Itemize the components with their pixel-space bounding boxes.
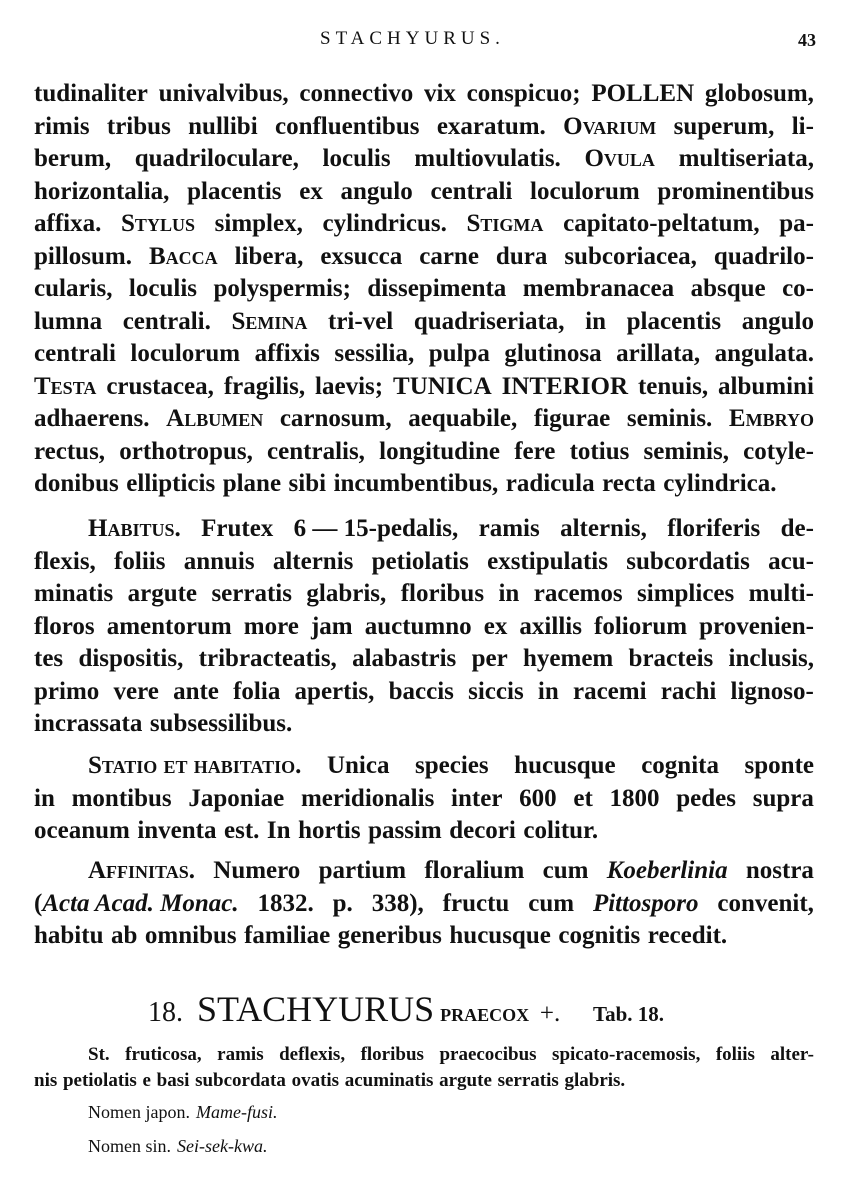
- word: multiseriata,: [678, 145, 814, 172]
- word: horizontalia,: [34, 177, 170, 205]
- statio-paragraph: [34, 750, 814, 848]
- word: aequabile,: [408, 405, 518, 432]
- word: sessilia,: [334, 340, 415, 367]
- word: ovatis: [291, 1070, 340, 1091]
- text-line: [34, 111, 814, 144]
- word: albumini: [718, 372, 814, 400]
- word: pa-: [779, 210, 814, 237]
- word: globosum,: [704, 80, 814, 107]
- word: loculorum: [530, 177, 640, 205]
- word: incrassata: [34, 710, 143, 737]
- word: cognita: [641, 752, 719, 779]
- running-title: STACHYURUS.: [320, 28, 505, 49]
- word: arillata,: [616, 340, 701, 367]
- section-term: Stylus: [121, 210, 195, 237]
- word: supra: [752, 784, 814, 812]
- section-term: POLLEN: [591, 80, 695, 107]
- word: pillosum.: [34, 242, 132, 270]
- nomen-label: Nomen japon.: [88, 1102, 190, 1122]
- word: familiae: [244, 922, 331, 949]
- text-line: [34, 676, 814, 709]
- word: placentis: [626, 307, 722, 335]
- word: spicato-racemosis,: [552, 1044, 701, 1065]
- word: sponte: [744, 752, 814, 779]
- word: minatis: [34, 580, 114, 607]
- word: ab: [110, 922, 138, 949]
- word: prominentibus: [657, 177, 814, 205]
- word: quadrilo-: [713, 242, 814, 270]
- text-line: [34, 888, 814, 921]
- word: cularis,: [34, 275, 113, 302]
- text-line: [34, 546, 814, 579]
- word: quadriloculare,: [134, 145, 299, 172]
- word: centralis,: [267, 437, 365, 465]
- word: subsessilibus.: [149, 710, 293, 737]
- word: alternis,: [560, 515, 647, 542]
- word: est.: [224, 817, 260, 844]
- word: serratis: [211, 580, 292, 607]
- species-heading: [148, 988, 664, 1030]
- word: ramis: [478, 515, 540, 542]
- text-line: [34, 920, 814, 953]
- word: deflexis,: [279, 1044, 346, 1065]
- text-line: [34, 371, 814, 404]
- word: alabastris: [352, 645, 457, 672]
- word: Unica: [326, 752, 390, 779]
- word: radicula: [505, 470, 595, 497]
- word: cylindrica.: [663, 470, 777, 497]
- word: habitu: [34, 922, 104, 949]
- text-line: [34, 783, 814, 816]
- word: longitudine: [379, 437, 501, 465]
- word: lignoso-: [730, 677, 814, 705]
- text-line: [34, 338, 814, 371]
- word: petiolatis: [62, 1070, 137, 1091]
- word: crustacea,: [106, 372, 214, 400]
- word: rectus,: [34, 437, 106, 465]
- text-line: [34, 750, 814, 783]
- word: folia: [233, 677, 281, 705]
- word: in: [498, 580, 520, 607]
- word: inclusis,: [728, 645, 814, 672]
- word: glabris,: [306, 580, 387, 607]
- word: p.: [332, 889, 353, 917]
- section-term: Statio et habitatio.: [88, 752, 302, 779]
- word: tribracteatis,: [198, 645, 337, 672]
- word: serratis: [497, 1070, 559, 1091]
- word: conspicuo;: [466, 80, 581, 107]
- text-line: [34, 306, 814, 339]
- word: multi-: [748, 580, 814, 607]
- word: alternis: [272, 547, 354, 575]
- word: lumna: [34, 307, 103, 335]
- word: ellipticis: [126, 470, 216, 497]
- word: decori: [449, 817, 516, 844]
- italic-term: Koeberlinia: [606, 857, 728, 884]
- section-term: Ovarium: [563, 112, 657, 140]
- word: fragilis,: [223, 372, 306, 400]
- word: nostra: [745, 857, 814, 884]
- word: cum: [542, 857, 589, 884]
- word: per: [471, 645, 508, 672]
- word: nullibi: [188, 112, 258, 140]
- word: glutinosa: [504, 340, 602, 367]
- word: pulpa: [428, 340, 490, 367]
- word: co-: [782, 275, 814, 302]
- word: 1832.: [257, 889, 314, 917]
- word: vix: [423, 80, 456, 107]
- word: pedes: [676, 784, 737, 812]
- word: petiolatis: [371, 547, 469, 575]
- word: acuminatis: [344, 1070, 434, 1091]
- word: subcordatis: [626, 547, 750, 575]
- word: dissepimenta: [367, 275, 507, 302]
- word: affixa.: [34, 210, 102, 237]
- word: Numero: [213, 857, 301, 884]
- word: univalvibus,: [158, 80, 289, 107]
- text-line: [34, 708, 814, 741]
- word: polyspermis;: [213, 275, 351, 302]
- word: dura: [495, 242, 548, 270]
- diagnosis-paragraph: [34, 1042, 814, 1094]
- word: hyemem: [523, 645, 614, 672]
- section-term: Embryo: [728, 405, 814, 432]
- word: angulata.: [714, 340, 814, 367]
- text-line: [34, 78, 814, 111]
- word: placentis: [187, 177, 282, 205]
- word: ex: [299, 177, 323, 205]
- section-term: Semina: [231, 307, 308, 335]
- text-line: [34, 1042, 814, 1068]
- word: basi: [156, 1070, 190, 1091]
- word: floralium: [424, 857, 525, 884]
- word: exaratum.: [436, 112, 546, 140]
- word: foliorum: [594, 612, 688, 640]
- text-line: [34, 513, 814, 546]
- word: cylindricus.: [322, 210, 447, 237]
- word: incumbentibus,: [333, 470, 499, 497]
- text-line: [34, 241, 814, 274]
- citation: (Acta Acad. Monac.: [34, 889, 239, 917]
- word: Frutex: [201, 515, 274, 542]
- word: recedit.: [647, 922, 728, 949]
- word: centrali: [430, 177, 513, 205]
- word: argute: [439, 1070, 492, 1091]
- section-term: Testa: [34, 372, 97, 400]
- word: connectivo: [299, 80, 414, 107]
- word: argute: [127, 580, 198, 607]
- word: passim: [368, 817, 442, 844]
- word: rachi: [660, 677, 717, 705]
- text-line: [34, 208, 814, 241]
- word: affixis: [254, 340, 320, 367]
- word: inventa: [137, 817, 217, 844]
- word: exsucca: [320, 242, 403, 270]
- text-line: [34, 815, 814, 848]
- page-number: 43: [798, 30, 816, 50]
- word: St.: [88, 1044, 110, 1065]
- section-term: INTERIOR: [501, 372, 628, 400]
- text-line: [34, 436, 814, 469]
- section-term: Bacca: [148, 242, 218, 270]
- word: praecocibus: [439, 1044, 537, 1065]
- word: adhaerens.: [34, 405, 150, 432]
- word: alter-: [770, 1044, 814, 1065]
- word: primo: [34, 677, 100, 705]
- word: amentorum: [106, 612, 232, 640]
- word: provenien-: [699, 612, 814, 640]
- description-paragraph: [34, 78, 814, 501]
- word: ex: [483, 612, 508, 640]
- word: ante: [173, 677, 219, 705]
- plate-reference: Tab. 18.: [593, 1002, 665, 1026]
- word: absque: [690, 275, 766, 302]
- word: rimis: [34, 112, 90, 140]
- word: omnibus: [144, 922, 237, 949]
- word: superum,: [673, 112, 775, 140]
- word: floribus: [400, 580, 485, 607]
- word: cognitis: [558, 922, 641, 949]
- word: montibus: [71, 784, 172, 812]
- word: species: [415, 752, 489, 779]
- word: generibus: [337, 922, 442, 949]
- word: angulo: [340, 177, 413, 205]
- word: partium: [318, 857, 407, 884]
- text-line: [34, 176, 814, 209]
- word: apertis,: [294, 677, 375, 705]
- word: Japoniae: [188, 784, 285, 812]
- word: acu-: [768, 547, 814, 575]
- nomen-label: Nomen sin.: [88, 1136, 171, 1156]
- word: fruticosa,: [125, 1044, 202, 1065]
- word: tes: [34, 645, 64, 672]
- word: donibus: [34, 470, 119, 497]
- word: li-: [791, 112, 814, 140]
- word: capitato-peltatum,: [563, 210, 760, 237]
- word: floros: [34, 612, 95, 640]
- word: meridionalis: [300, 784, 435, 812]
- word: colitur.: [523, 817, 599, 844]
- word: recta: [602, 470, 656, 497]
- word: centrali.: [122, 307, 211, 335]
- text-line: [34, 273, 814, 306]
- word: cotyle-: [743, 437, 814, 465]
- word: in: [34, 784, 55, 812]
- word: tudinaliter: [34, 80, 148, 107]
- word: auctumno: [364, 612, 472, 640]
- word: floriferis: [667, 515, 761, 542]
- word: de-: [780, 515, 814, 542]
- section-term: Ovula: [584, 145, 655, 172]
- word: jam: [310, 612, 353, 640]
- text-line: [34, 611, 814, 644]
- word: subcordata: [195, 1070, 286, 1091]
- affinitas-paragraph: [34, 855, 814, 953]
- word: inter: [451, 784, 503, 812]
- genus-name: STACHYURUS: [197, 989, 435, 1029]
- section-term: Stigma: [466, 210, 544, 237]
- word: hucusque: [449, 922, 551, 949]
- word: sibi: [288, 470, 327, 497]
- text-line: [34, 143, 814, 176]
- word: bracteis: [628, 645, 714, 672]
- word: dispositis,: [78, 645, 184, 672]
- word: simplex,: [214, 210, 303, 237]
- word: confluentibus: [274, 112, 420, 140]
- word: plane: [222, 470, 282, 497]
- word: 1800: [609, 784, 660, 812]
- word: loculis: [128, 275, 197, 302]
- text-line: [34, 643, 814, 676]
- word: axillis: [519, 612, 582, 640]
- word: vere: [113, 677, 159, 705]
- word: glabris.: [564, 1070, 626, 1091]
- text-line: [34, 468, 814, 501]
- section-term: Albumen: [166, 405, 264, 432]
- word: loculorum: [130, 340, 241, 367]
- text-line: [34, 578, 814, 611]
- species-epithet: praecox: [440, 1000, 530, 1027]
- species-mark: +.: [539, 1000, 561, 1027]
- word: foliis: [114, 547, 166, 575]
- word: centrali: [34, 340, 116, 367]
- word: et: [573, 784, 593, 812]
- word: angulo: [741, 307, 814, 335]
- text-line: [34, 1068, 814, 1094]
- word: laevis;: [315, 372, 384, 400]
- word: floribus: [360, 1044, 424, 1065]
- word: more: [243, 612, 299, 640]
- habitus-paragraph: [34, 513, 814, 741]
- word: berum,: [34, 145, 112, 172]
- word: baccis: [388, 677, 454, 705]
- word: cum: [528, 889, 575, 917]
- word: carne: [419, 242, 479, 270]
- text-line: [34, 403, 814, 436]
- nomen-value: Sei-sek-kwa.: [177, 1136, 268, 1156]
- word: 6 — 15-pedalis,: [293, 515, 459, 542]
- word: nis: [34, 1070, 58, 1091]
- word: quadriseriata,: [413, 307, 565, 335]
- word: orthotropus,: [119, 437, 253, 465]
- word: oceanum: [34, 817, 130, 844]
- word: in: [585, 307, 607, 335]
- word: e: [142, 1070, 151, 1091]
- word: exstipulatis: [487, 547, 608, 575]
- word: hucusque: [514, 752, 616, 779]
- word: loculis: [322, 145, 391, 172]
- word: flexis,: [34, 547, 96, 575]
- page-header: [0, 28, 862, 58]
- word: foliis: [715, 1044, 755, 1065]
- word: In: [266, 817, 291, 844]
- species-number: 18.: [148, 997, 183, 1028]
- section-term: Affinitas.: [88, 857, 195, 884]
- text-line: [34, 855, 814, 888]
- word: siccis: [468, 677, 524, 705]
- word: fere: [514, 437, 556, 465]
- word: subcoriacea,: [564, 242, 697, 270]
- word: in: [537, 677, 559, 705]
- word: 338),: [371, 889, 424, 917]
- word: racemi: [572, 677, 647, 705]
- nomen-japonicum: [88, 1102, 277, 1123]
- word: totius: [569, 437, 630, 465]
- word: 600: [519, 784, 557, 812]
- word: tenuis,: [637, 372, 709, 400]
- word: libera,: [234, 242, 304, 270]
- word: hortis: [298, 817, 361, 844]
- word: carnosum,: [279, 405, 392, 432]
- word: convenit,: [717, 889, 814, 917]
- nomen-value: Mame-fusi.: [195, 1102, 278, 1122]
- word: tri-vel: [328, 307, 394, 335]
- section-term: Habitus.: [88, 515, 181, 542]
- word: multiovulatis.: [414, 145, 561, 172]
- word: ramis: [217, 1044, 264, 1065]
- word: annuis: [183, 547, 255, 575]
- italic-term: Pittosporo: [592, 889, 699, 917]
- word: membranacea: [522, 275, 675, 302]
- citation-text: Acta Acad. Monac.: [42, 889, 239, 917]
- word: seminis,: [643, 437, 729, 465]
- word: simplices: [637, 580, 735, 607]
- nomen-sinense: [88, 1136, 267, 1157]
- word: fructu: [442, 889, 510, 917]
- word: tribus: [106, 112, 171, 140]
- section-term: TUNICA: [393, 372, 492, 400]
- word: racemos: [533, 580, 623, 607]
- word: figurae: [533, 405, 611, 432]
- word: seminis.: [626, 405, 713, 432]
